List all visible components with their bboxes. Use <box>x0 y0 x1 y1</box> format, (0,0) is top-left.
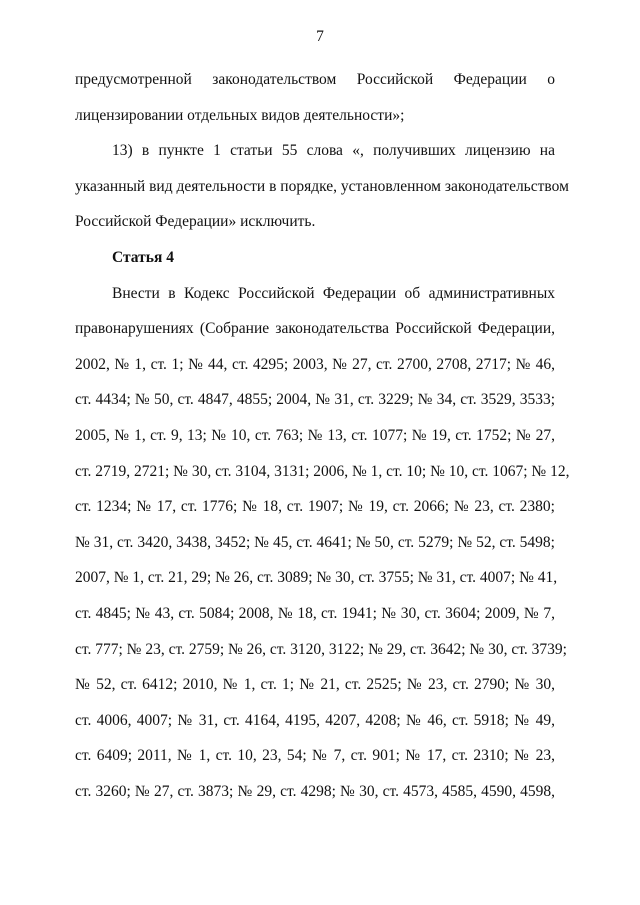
article-heading: Статья 4 <box>112 248 174 266</box>
page-number: 7 <box>316 28 324 45</box>
text-line: ст. 777; № 23, ст. 2759; № 26, ст. 3120, 3122; № 29, ст. 3642; № 30, ст. 3739; <box>75 640 567 658</box>
text-line: 2007, № 1, ст. 21, 29; № 26, ст. 3089; № 30, ст. 3755; № 31, ст. 4007; № 41, <box>75 569 558 587</box>
text-line: ст. 4006, 4007; № 31, ст. 4164, 4195, 4207, 4208; № 46, ст. 5918; № 49, <box>75 711 555 729</box>
text-line: правонарушениях (Собрание законодательства Российской Федерации, <box>75 320 555 338</box>
paragraph-1 <box>75 62 555 133</box>
text-line: ст. 1234; № 17, ст. 1776; № 18, ст. 1907; № 19, ст. 2066; № 23, ст. 2380; <box>75 498 555 516</box>
text-line: Российской Федерации» исключить. <box>75 213 316 231</box>
text-line: лицензировании отдельных видов деятельности»; <box>75 106 405 124</box>
text-line: указанный вид деятельности в порядке, установленном законодательством <box>75 177 569 195</box>
text-line: 2005, № 1, ст. 9, 13; № 10, ст. 763; № 13, ст. 1077; № 19, ст. 1752; № 27, <box>75 426 555 444</box>
text-line: ст. 3260; № 27, ст. 3873; № 29, ст. 4298; № 30, ст. 4573, 4585, 4590, 4598, <box>75 782 555 800</box>
text-line: Внести в Кодекс Российской Федерации об административных <box>112 284 555 302</box>
text-line: 2002, № 1, ст. 1; № 44, ст. 4295; 2003, № 27, ст. 2700, 2708, 2717; № 46, <box>75 355 555 373</box>
text-line: ст. 6409; 2011, № 1, ст. 10, 23, 54; № 7, ст. 901; № 17, ст. 2310; № 23, <box>75 747 555 765</box>
text-line: № 31, ст. 3420, 3438, 3452; № 45, ст. 4641; № 50, ст. 5279; № 52, ст. 5498; <box>75 533 555 551</box>
paragraph-3 <box>75 276 570 810</box>
text-line: № 52, ст. 6412; 2010, № 1, ст. 1; № 21, ст. 2525; № 23, ст. 2790; № 30, <box>75 676 555 694</box>
text-line: ст. 4845; № 43, ст. 5084; 2008, № 18, ст. 1941; № 30, ст. 3604; 2009, № 7, <box>75 604 555 622</box>
text-line: ст. 4434; № 50, ст. 4847, 4855; 2004, № 31, ст. 3229; № 34, ст. 3529, 3533; <box>75 391 555 409</box>
paragraph-2 <box>75 133 569 240</box>
document-body <box>75 62 570 809</box>
text-line: предусмотренной законодательством Российской Федерации о <box>75 71 555 88</box>
text-line: ст. 2719, 2721; № 30, ст. 3104, 3131; 2006, № 1, ст. 10; № 10, ст. 1067; № 12, <box>75 462 570 480</box>
text-line: 13) в пункте 1 статьи 55 слова «, получивших лицензию на <box>112 142 555 160</box>
